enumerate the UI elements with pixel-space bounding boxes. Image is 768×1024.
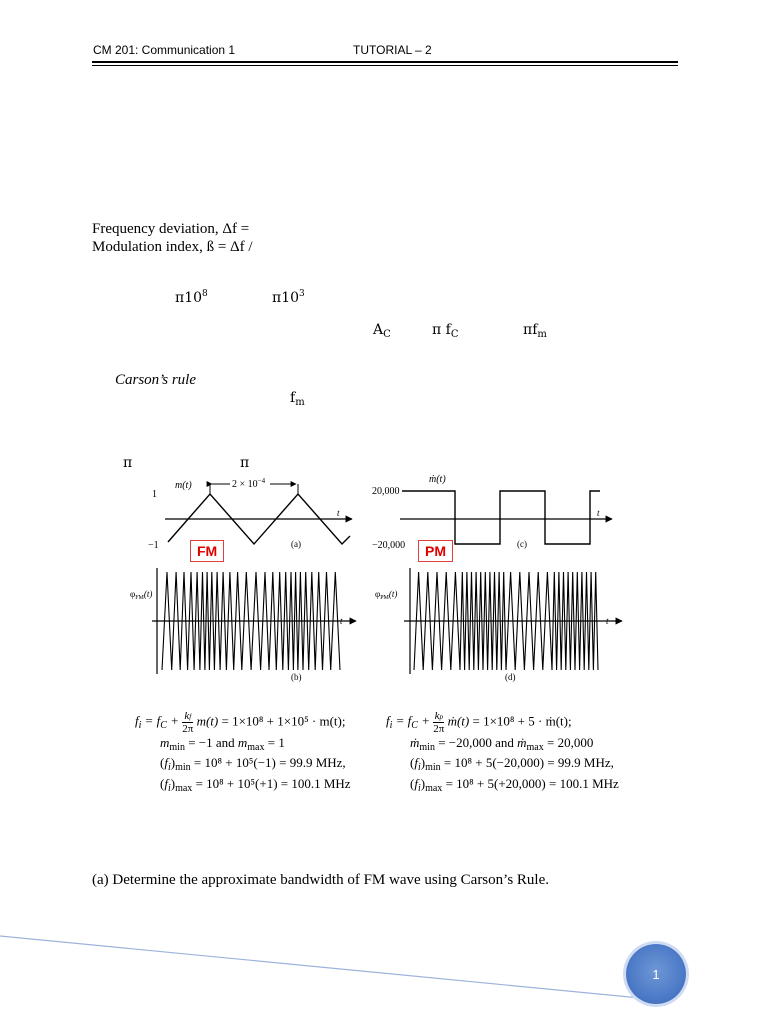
y-neg-20000: −20,000 <box>372 540 406 551</box>
pm-equation-2: ṁ$_{min}$ = −20,000 and ṁ$_{max}$ = 20,000 <box>410 735 594 753</box>
y-pos-20000: 20,000 <box>372 486 400 497</box>
pi-1e8: $\pi 10^8$ <box>175 289 208 306</box>
fm-label-box: FM <box>190 540 224 562</box>
fm-equation-4: $(f_i)_{max} = 10^8 + 10^5(+1) = 100.1$ MHz <box>160 776 351 794</box>
carsons-rule-label: Carson’s rule <box>115 372 196 388</box>
carrier-amplitude: $A_C$ <box>373 322 391 340</box>
t-axis-b: t <box>340 616 343 626</box>
t-axis-a: t <box>337 508 340 518</box>
pm-equation-1: $f_i = f_C + \frac{kp}{2\pi}$ ṁ(t) = 1×10⁸ + 5 · ṁ(t); <box>386 710 572 735</box>
phi-pm-label: $\varphi_{PM}(t)$ <box>375 589 398 601</box>
y-pos-one: 1 <box>152 489 157 500</box>
page-number-badge: 1 <box>626 944 686 1004</box>
pm-equation-4: $(f_i)_{max} = 10^8 + 5(+20,000) = 100.1$ MHz <box>410 776 619 794</box>
panel-d-label: (d) <box>505 672 516 682</box>
pi-fm: $\pi f_m$ <box>523 322 547 340</box>
panel-d-pm-wave <box>404 568 622 674</box>
panel-a-triangle <box>165 484 352 544</box>
modulation-index: Modulation index, ß = Δf / <box>92 239 253 255</box>
course-title: CM 201: Communication 1 <box>93 43 236 57</box>
panel-a-label: (a) <box>291 539 301 549</box>
fm-symbol: $f_m$ <box>290 390 305 408</box>
y-neg-one: −1 <box>148 540 159 551</box>
fm-equation-3: $(f_i)_{min} = 10^8 + 10^5(-1) = 99.9$ MHz, <box>160 755 346 773</box>
t-axis-c: t <box>597 508 600 518</box>
question-a: (a) Determine the approximate bandwidth of FM wave using Carson’s Rule. <box>92 872 549 888</box>
pi-1e3: $\pi 10^3$ <box>272 289 305 306</box>
m-dot-t-label: ṁ(t) <box>429 474 446 485</box>
panel-b-label: (b) <box>291 672 302 682</box>
pi-fc: π $f_C$ <box>432 322 459 340</box>
pi-left: π <box>123 455 133 471</box>
t-axis-d: t <box>606 616 609 626</box>
pi-right: π <box>240 455 250 471</box>
pm-label-box: PM <box>418 540 453 562</box>
period-label: $2 \times 10^{-4}$ <box>232 477 266 490</box>
panel-c-label: (c) <box>517 539 527 549</box>
panel-c-square <box>400 491 612 544</box>
m-t-label: m(t) <box>175 480 192 491</box>
tutorial-title: TUTORIAL – 2 <box>353 43 432 57</box>
pm-equation-3: $(f_i)_{min} = 10^8 + 5(-20,000) = 99.9$ MHz, <box>410 755 614 773</box>
panel-b-fm-wave <box>152 568 356 674</box>
fm-equation-1: $f_i = f_C + \frac{kf}{2\pi} m(t) = 1\times 10^8 + 1\times 10^5 \cdot m(t)$; <box>135 710 346 735</box>
phi-fm-label: $\varphi_{FM}(t)$ <box>130 589 153 601</box>
fm-equation-2: $m_{min} = -1$ and $m_{max} = 1$ <box>160 735 285 753</box>
frequency-deviation: Frequency deviation, Δf = <box>92 221 250 237</box>
